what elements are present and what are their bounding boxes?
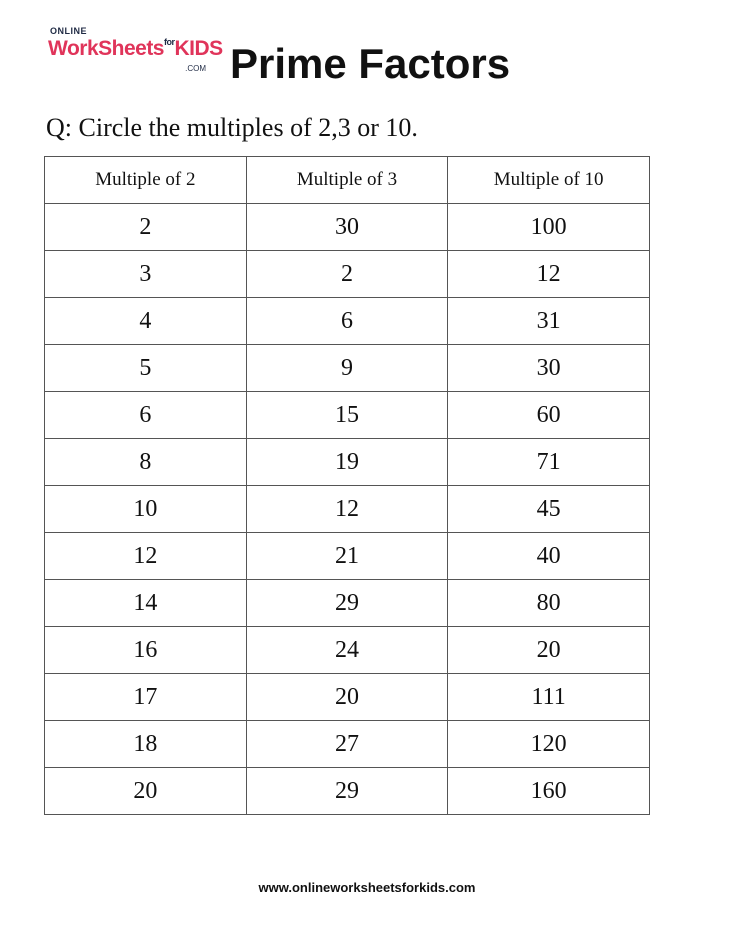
table-cell[interactable]: 12 [45, 533, 247, 580]
logo-online-text: ONLINE [50, 26, 88, 36]
logo-com-text: .COM [185, 64, 206, 73]
table-row [45, 768, 650, 815]
logo-brand-text [48, 37, 223, 61]
table-cell[interactable]: 111 [448, 674, 650, 721]
table-cell[interactable]: 20 [246, 674, 448, 721]
table-row [45, 392, 650, 439]
column-header: Multiple of 10 [448, 157, 650, 204]
multiples-table [44, 156, 650, 815]
brand-logo [48, 26, 223, 78]
table-cell[interactable]: 30 [246, 204, 448, 251]
column-header: Multiple of 3 [246, 157, 448, 204]
table-cell[interactable]: 9 [246, 345, 448, 392]
table-cell[interactable]: 18 [45, 721, 247, 768]
table-cell[interactable]: 20 [448, 627, 650, 674]
table-cell[interactable]: 27 [246, 721, 448, 768]
table-cell[interactable]: 6 [45, 392, 247, 439]
table-row [45, 298, 650, 345]
table-cell[interactable]: 12 [448, 251, 650, 298]
footer-url: www.onlineworksheetsforkids.com [258, 880, 476, 895]
table-cell[interactable]: 80 [448, 580, 650, 627]
table-row [45, 580, 650, 627]
table-cell[interactable]: 15 [246, 392, 448, 439]
table-cell[interactable]: 29 [246, 768, 448, 815]
table-cell[interactable]: 60 [448, 392, 650, 439]
table-row [45, 533, 650, 580]
table-cell[interactable]: 14 [45, 580, 247, 627]
table-cell[interactable]: 8 [45, 439, 247, 486]
table-cell[interactable]: 160 [448, 768, 650, 815]
table-cell[interactable]: 71 [448, 439, 650, 486]
logo-kids-text: KIDS [174, 37, 223, 60]
table-row [45, 721, 650, 768]
table-cell[interactable]: 16 [45, 627, 247, 674]
logo-worksheets-text: WorkSheets [48, 37, 164, 60]
table-cell[interactable]: 100 [448, 204, 650, 251]
logo-for-text: for [164, 37, 175, 47]
table-cell[interactable]: 4 [45, 298, 247, 345]
table-row [45, 204, 650, 251]
table-cell[interactable]: 10 [45, 486, 247, 533]
table-cell[interactable]: 30 [448, 345, 650, 392]
table-cell[interactable]: 120 [448, 721, 650, 768]
table-cell[interactable]: 5 [45, 345, 247, 392]
table-cell[interactable]: 20 [45, 768, 247, 815]
table-body [45, 204, 650, 815]
table-cell[interactable]: 3 [45, 251, 247, 298]
table-cell[interactable]: 2 [246, 251, 448, 298]
table-cell[interactable]: 12 [246, 486, 448, 533]
table-row [45, 486, 650, 533]
table-cell[interactable]: 29 [246, 580, 448, 627]
table-cell[interactable]: 6 [246, 298, 448, 345]
table-row [45, 251, 650, 298]
table-header-row [45, 157, 650, 204]
table-cell[interactable]: 31 [448, 298, 650, 345]
table-cell[interactable]: 21 [246, 533, 448, 580]
column-header: Multiple of 2 [45, 157, 247, 204]
question-text: Q: Circle the multiples of 2,3 or 10. [46, 113, 418, 142]
table-cell[interactable]: 24 [246, 627, 448, 674]
table-cell[interactable]: 2 [45, 204, 247, 251]
table-cell[interactable]: 40 [448, 533, 650, 580]
table-cell[interactable]: 17 [45, 674, 247, 721]
table-row [45, 627, 650, 674]
table-row [45, 439, 650, 486]
table-row [45, 674, 650, 721]
table-cell[interactable]: 45 [448, 486, 650, 533]
page-title: Prime Factors [230, 40, 511, 87]
table-row [45, 345, 650, 392]
table-cell[interactable]: 19 [246, 439, 448, 486]
